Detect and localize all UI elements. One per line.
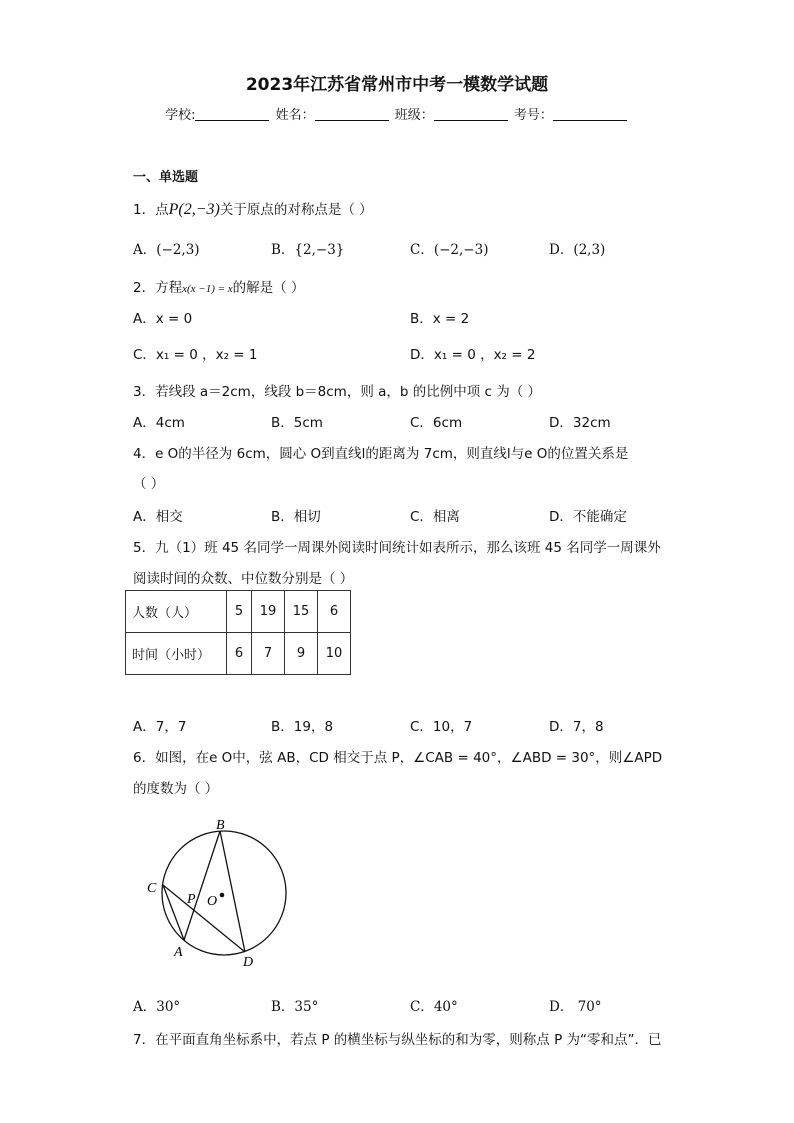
q3-option-a: A．4cm: [133, 415, 185, 431]
q6-option-d: D． 70°: [549, 999, 602, 1015]
label-b: B: [216, 818, 225, 833]
circle-chords-figure: [140, 815, 300, 970]
q4-option-d: D．不能确定: [549, 509, 627, 525]
q2-option-c: C．x₁ = 0 ，x₂ = 1: [133, 347, 258, 363]
q1-point: P(2,−3): [168, 201, 220, 218]
question-3: 3．若线段 a＝2cm，线段 b＝8cm，则 a，b 的比例中项 c 为（ ）: [133, 384, 542, 400]
q1-option-a: A．(−2,3): [133, 242, 200, 258]
exam-number-blank: [553, 108, 627, 121]
table-cell: 6: [227, 633, 252, 675]
label-c: C: [147, 881, 157, 896]
student-info-line: [0, 104, 794, 123]
q6-option-b: B．35°: [271, 999, 319, 1015]
q6-option-a: A．30°: [133, 999, 181, 1015]
table-cell: 5: [227, 591, 252, 633]
table-cell: 6: [318, 591, 351, 633]
q2-option-b: B．x = 2: [410, 311, 470, 327]
q5-option-c: C．10，7: [410, 719, 473, 735]
q4-option-b: B．相切: [271, 509, 321, 525]
q5-option-a: A．7，7: [133, 719, 187, 735]
q2-option-a: A．x = 0: [133, 311, 193, 327]
class-label: 班级：: [394, 108, 434, 123]
q2-equation: x(x −1) = x: [182, 283, 233, 295]
name-blank: [315, 108, 389, 121]
q1-suffix: 关于原点的对称点是（ ）: [219, 202, 373, 218]
q2-prefix: 2．方程: [133, 280, 183, 296]
center-point: [220, 893, 225, 898]
question-6-line-1: 6．如图，在e O中，弦 AB，CD 相交于点 P，∠CAB = 40°，∠ABD = 30°，则∠APD: [133, 750, 663, 766]
q3-option-b: B．5cm: [271, 415, 323, 431]
chord-ab: [184, 831, 220, 940]
table-row-label: 人数（人）: [126, 591, 227, 633]
question-6-line-2: 的度数为（ ）: [133, 781, 219, 797]
table-cell: 7: [252, 633, 285, 675]
q4-option-c: C．相离: [410, 509, 460, 525]
label-d: D: [243, 955, 254, 970]
q2-option-d: D．x₁ = 0 ，x₂ = 2: [410, 347, 536, 363]
q5-option-b: B．19，8: [271, 719, 334, 735]
table-cell: 10: [318, 633, 351, 675]
q1-option-b: B．{2,−3}: [271, 242, 345, 258]
exam-title: 2023年江苏省常州市中考一模数学试题: [245, 75, 549, 95]
question-5-line-1: 5．九（1）班 45 名同学一周课外阅读时间统计如表所示，那么该班 45 名同学一周课外: [133, 540, 661, 556]
school-label: 学校:: [165, 108, 196, 123]
section-heading: 一、单选题: [133, 170, 199, 185]
q1-prefix: 1．点: [133, 202, 169, 218]
name-label: 姓名：: [275, 108, 315, 123]
exam-number-label: 考号：: [513, 108, 553, 123]
question-2: [133, 276, 304, 296]
label-o: O: [207, 894, 218, 909]
q3-option-c: C．6cm: [410, 415, 463, 431]
q3-option-d: D．32cm: [549, 415, 611, 431]
label-p: P: [187, 892, 196, 907]
q5-option-d: D．7，8: [549, 719, 604, 735]
table-row: [126, 591, 351, 633]
school-blank: [195, 108, 269, 121]
question-4-line-1: 4．e O的半径为 6cm，圆心 O到直线l的距离为 7cm，则直线l与e O的位置关系是: [133, 446, 629, 462]
question-4-line-2: （ ）: [133, 476, 165, 492]
q1-option-d: D．(2,3): [549, 242, 606, 258]
q6-option-c: C．40°: [410, 999, 458, 1015]
question-7-line-1: 7．在平面直角坐标系中，若点 P 的横坐标与纵坐标的和为零，则称点 P 为“零和点”．已: [133, 1032, 662, 1048]
q1-option-c: C．(−2,−3): [410, 242, 489, 258]
label-a: A: [174, 945, 183, 960]
table-cell: 15: [285, 591, 318, 633]
table-row: [126, 633, 351, 675]
question-5-line-2: 阅读时间的众数、中位数分别是（ ）: [133, 571, 354, 587]
table-cell: 19: [252, 591, 285, 633]
q2-suffix: 的解是（ ）: [232, 280, 305, 296]
table-row-label: 时间（小时）: [126, 633, 227, 675]
reading-time-table: [125, 590, 351, 675]
question-1: [133, 198, 373, 219]
table-cell: 9: [285, 633, 318, 675]
class-blank: [434, 108, 508, 121]
q4-option-a: A．相交: [133, 509, 183, 525]
